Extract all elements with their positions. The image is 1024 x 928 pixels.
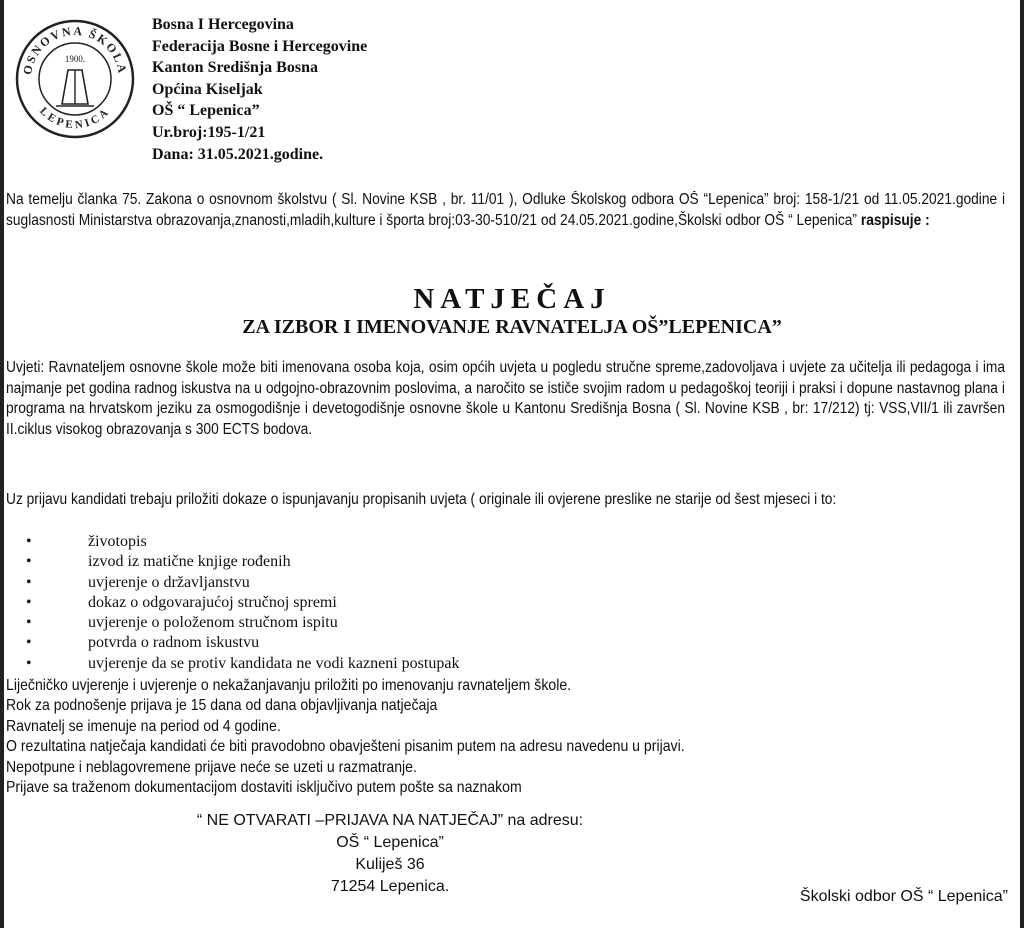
bullet-icon: • <box>26 634 32 652</box>
header-canton: Kanton Središnja Bosna <box>152 59 318 77</box>
note-medical-certificate: Liječničko uvjerenje i uvjerenje o nekažanjavanju priložiti po imenovanju ravnateljem škole. <box>6 677 572 694</box>
issuer-header <box>152 14 367 165</box>
header-country: Bosna I Hercegovina <box>152 16 294 33</box>
note-term: Ravnatelj se imenuje na period od 4 godine. <box>6 717 281 735</box>
bullet-icon: • <box>26 593 32 611</box>
note-delivery: Prijave sa traženom dokumentacijom dostaviti isključivo putem pošte sa naznakom <box>6 779 522 797</box>
application-notes <box>6 676 685 798</box>
seal-bottom-text: LEPENICA <box>37 105 113 132</box>
mailing-postal: 71254 Lepenica. <box>330 878 450 895</box>
header-reference-number: Ur.broj:195-1/21 <box>152 123 266 141</box>
note-deadline: Rok za podnošenje prijava je 15 dana od dana objavljivanja natječaja <box>6 697 438 715</box>
mailing-street: Kuliješ 36 <box>355 856 425 873</box>
attachments-intro: Uz prijavu kandidati trebaju priložiti dokaze o ispunjavanju propisanih uvjeta ( originale ili ovjerene preslike ne starije od šest mjeseci i to: <box>6 491 837 508</box>
scan-border-right <box>1020 0 1024 928</box>
bullet-icon: • <box>26 533 32 550</box>
list-item-text: izvod iz matične knjige rođenih <box>88 553 291 571</box>
legal-basis-tail: raspisuje : <box>860 211 930 229</box>
scan-border-left <box>0 0 4 928</box>
mailing-label: “ NE OTVARATI –PRIJAVA NA NATJEČAJ” na adresu: <box>196 812 584 829</box>
bullet-icon: • <box>26 553 32 571</box>
mailing-school: OŠ “ Lepenica” <box>336 834 444 851</box>
legal-basis-text: Na temelju članka 75. Zakona o osnovnom školstvu ( Sl. Novine KSB , br. 11/01 ), Odluke Školskog odbora OŠ “Lepenica” broj: 158-1/21 od 11.05.2021.godine i suglasnosti Ministarstva obrazovanja,znanosti,mladih,kulture i športa broj:03-30-510/21 od 24.05.2021.godine,Školski odbor OŠ “ Lepenica” <box>6 191 1005 229</box>
seal-year: 1900. <box>64 54 86 64</box>
header-federation: Federacija Bosne i Hercegovine <box>152 37 368 55</box>
bullet-icon: • <box>26 654 32 672</box>
bullet-icon: • <box>26 573 32 591</box>
list-item-text: uvjerenje o državljanstvu <box>88 573 250 591</box>
list-item-text: dokaz o odgovarajućoj stručnoj spremi <box>88 593 337 611</box>
page-subtitle: ZA IZBOR I IMENOVANJE RAVNATELJA OŠ”LEPENICA” <box>242 316 782 338</box>
list-item-text: uvjerenje o položenom stručnom ispitu <box>88 614 338 632</box>
signature: Školski odbor OŠ “ Lepenica” <box>799 888 1008 905</box>
note-results: O rezultatina natječaja kandidati će biti pravodobno obavješteni pisanim putem na adresu navedenu u prijavi. <box>6 738 685 756</box>
svg-text:LEPENICA <box>37 105 113 131</box>
bullet-icon: • <box>26 614 32 632</box>
list-item-text: potvrda o radnom iskustvu <box>88 634 260 652</box>
conditions-paragraph: Uvjeti: Ravnateljem osnovne škole može biti imenovana osoba koja, osim općih uvjeta u pogledu stručne spreme,zadovoljava i uvjete za učitelja ili pedagoga i ima najmanje pet godina radnog iskustva na u odgojno-obrazovnim poslovima, a naročito se ističe svojim radom u pedagoškoj teoriji i praksi i dopune nastavnog plana i programa na hrvatskom jeziku za osmogodišnje i devetogodišnje osnovne škole u Kantonu Središnja Bosna ( Sl. Novine KSB , br: 17/212) tj: VSS,VII/1 ili završen II.ciklus visokog obrazovanja s 300 ECTS bodova. <box>6 359 1005 438</box>
seal-top-text: OSNOVNA ŠKOLA <box>20 23 130 76</box>
header-school: OŠ “ Lepenica” <box>152 102 260 120</box>
legal-basis-paragraph <box>6 190 1005 231</box>
school-seal <box>14 18 136 140</box>
page-title: NATJEČAJ <box>413 283 611 315</box>
header-date: Dana: 31.05.2021.godine. <box>152 145 324 163</box>
note-incomplete: Nepotpune i neblagovremene prijave neće se uzeti u razmatranje. <box>6 758 417 776</box>
mailing-address <box>0 810 780 898</box>
svg-text:OSNOVNA ŠKOLA <box>20 24 130 76</box>
header-municipality: Općina Kiseljak <box>152 80 263 98</box>
list-item-text: životopis <box>88 533 147 550</box>
list-item-text: uvjerenje da se protiv kandidata ne vodi kazneni postupak <box>88 654 460 672</box>
